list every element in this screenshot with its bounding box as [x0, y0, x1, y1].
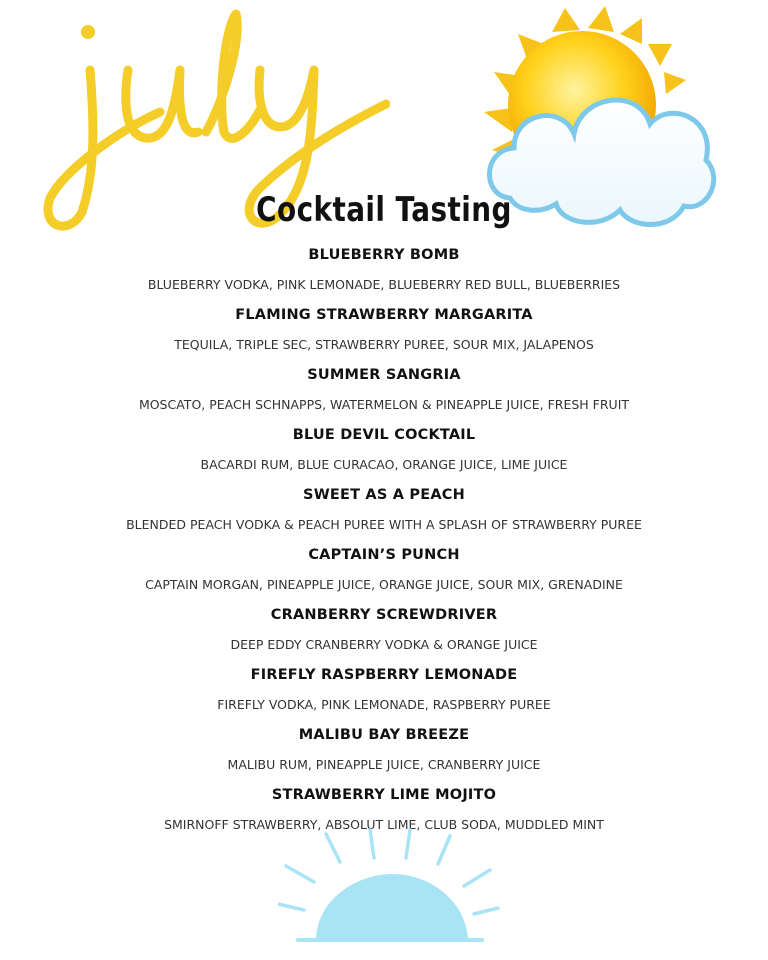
cocktail-name: STRAWBERRY LIME MOJITO: [271, 787, 497, 803]
cocktail-name: CRANBERRY SCREWDRIVER: [270, 607, 498, 623]
menu-item: [0, 304, 768, 364]
cocktail-name: BLUEBERRY BOMB: [308, 247, 460, 263]
cocktail-name: FIREFLY RASPBERRY LEMONADE: [250, 667, 518, 683]
cocktail-name: BLUE DEVIL COCKTAIL: [292, 427, 476, 443]
menu-item: [0, 484, 768, 544]
menu-item: [0, 724, 768, 784]
cocktail-name: FLAMING STRAWBERRY MARGARITA: [235, 307, 533, 323]
cocktail-ingredients: DEEP EDDY CRANBERRY VODKA & ORANGE JUICE: [230, 637, 538, 652]
cocktail-ingredients: MOSCATO, PEACH SCHNAPPS, WATERMELON & PINEAPPLE JUICE, FRESH FRUIT: [138, 397, 630, 412]
cocktail-name: MALIBU BAY BREEZE: [298, 727, 470, 743]
menu-item: [0, 244, 768, 304]
cocktail-name: SUMMER SANGRIA: [307, 367, 461, 383]
cocktail-ingredients: MALIBU RUM, PINEAPPLE JUICE, CRANBERRY JUICE: [227, 757, 541, 772]
menu-item: [0, 544, 768, 604]
page-title: Cocktail Tasting: [256, 190, 512, 230]
cocktail-ingredients: CAPTAIN MORGAN, PINEAPPLE JUICE, ORANGE JUICE, SOUR MIX, GRENADINE: [145, 577, 623, 592]
menu-item: [0, 664, 768, 724]
cocktail-ingredients: BACARDI RUM, BLUE CURACAO, ORANGE JUICE, LIME JUICE: [200, 457, 568, 472]
menu-item: [0, 424, 768, 484]
cocktail-ingredients: SMIRNOFF STRAWBERRY, ABSOLUT LIME, CLUB SODA, MUDDLED MINT: [164, 817, 604, 832]
cocktail-menu: [0, 244, 768, 844]
cocktail-ingredients: BLUEBERRY VODKA, PINK LEMONADE, BLUEBERRY RED BULL, BLUEBERRIES: [147, 277, 621, 292]
cocktail-ingredients: FIREFLY VODKA, PINK LEMONADE, RASPBERRY PUREE: [217, 697, 551, 712]
cocktail-ingredients: BLENDED PEACH VODKA & PEACH PUREE WITH A SPLASH OF STRAWBERRY PUREE: [126, 517, 642, 532]
menu-item: [0, 604, 768, 664]
cocktail-ingredients: TEQUILA, TRIPLE SEC, STRAWBERRY PUREE, SOUR MIX, JALAPENOS: [174, 337, 594, 352]
cocktail-name: CAPTAIN’S PUNCH: [308, 547, 460, 563]
rising-sun-icon: [278, 828, 500, 946]
cocktail-name: SWEET AS A PEACH: [303, 487, 465, 503]
menu-item: [0, 364, 768, 424]
